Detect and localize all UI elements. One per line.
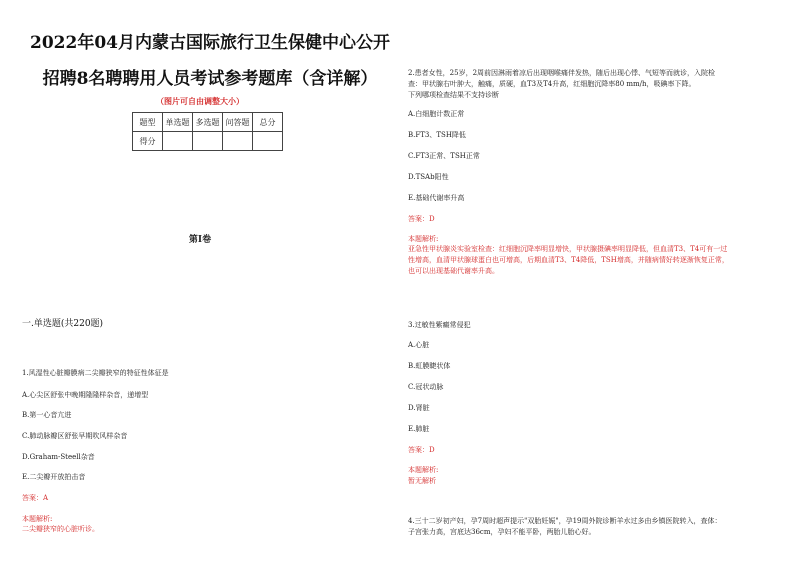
q2-option-b: B.FT3、TSH降低: [408, 131, 466, 139]
document-title-line-1: 2022年04月内蒙古国际旅行卫生保健中心公开: [30, 33, 390, 53]
q2-analysis-line-3: 也可以出现基础代谢率升高。: [408, 267, 499, 275]
q2-option-a: A.白细胞计数正常: [408, 110, 465, 118]
volume-heading: 第I卷: [188, 235, 212, 245]
score-table-score-row: [133, 132, 283, 151]
q2-stem-line-1: 2.患者女性，25岁，2周前因淋雨着凉后出现咽喉痛伴发热，随后出现心悸、气短等而就诊，入院检: [408, 69, 716, 77]
score-cell: [163, 132, 193, 151]
q2-analysis-label: 本题解析:: [408, 235, 439, 243]
score-table-header-row: [133, 113, 283, 132]
q3-option-c: C.冠状动脉: [408, 383, 444, 391]
q1-option-a: A.心尖区舒张中晚期隆隆样杂音，递增型: [22, 391, 149, 399]
q3-option-a: A.心脏: [408, 341, 430, 349]
q2-analysis-line-2: 性增高，血清甲状腺球蛋白也可增高，后期血清T3、T4降低，TSH增高，并随病情好转逐渐恢复正常，: [408, 256, 729, 264]
q1-analysis: 二尖瓣狭窄的心脏听诊。: [22, 525, 99, 533]
score-cell: [223, 132, 253, 151]
score-header-cell: 多选题: [193, 113, 223, 132]
score-cell: [193, 132, 223, 151]
q3-analysis: 暂无解析: [408, 477, 436, 485]
q2-analysis-line-1: 亚急性甲状腺炎实验室检查：红细胞沉降率明显增快，甲状腺摄碘率明显降低，但血清T3、T4可有一过: [408, 245, 728, 253]
image-resize-note: （图片可自由调整大小）: [156, 96, 244, 106]
score-cell: [253, 132, 283, 151]
q3-answer: 答案：D: [408, 446, 435, 454]
q3-stem: 3.过敏性紫癜常侵犯: [408, 321, 471, 329]
q2-stem-line-2: 查：甲状腺右叶肿大，触痛，质硬，血T3及T4升高，红细胞沉降率80 mm/h，吸碘率下降。: [408, 80, 696, 88]
score-header-cell: 题型: [133, 113, 163, 132]
score-row-label: 得分: [133, 132, 163, 151]
q4-stem-line-2: 子宫张力高，宫底达36cm，孕妇不能平卧，两胎儿胎心好。: [408, 528, 596, 536]
q3-option-d: D.肾脏: [408, 404, 430, 412]
q4-stem-line-1: 4.三十二岁初产妇，孕7周时超声提示"双胎妊娠"，孕19周外院诊断羊水过多由乡镇医院转入，查体：: [408, 517, 722, 525]
q1-option-d: D.Graham-Steell杂音: [22, 453, 95, 461]
q1-answer: 答案：A: [22, 494, 49, 502]
q3-option-b: B.虹膜睫状体: [408, 362, 451, 370]
q3-analysis-label: 本题解析:: [408, 466, 439, 474]
score-header-cell: 总分: [253, 113, 283, 132]
q3-option-e: E.肺脏: [408, 425, 430, 433]
q2-stem-line-3: 下列哪项检查结果不支持诊断: [408, 91, 499, 99]
q2-answer: 答案：D: [408, 215, 435, 223]
document-title-line-2: 招聘8名聘聘用人员考试参考题库（含详解）: [42, 69, 378, 89]
q2-option-c: C.FT3正常、TSH正常: [408, 152, 480, 160]
score-header-cell: 单选题: [163, 113, 193, 132]
section-heading: 一.单选题(共220题): [22, 319, 104, 329]
q1-analysis-label: 本题解析:: [22, 515, 53, 523]
q1-option-e: E.二尖瓣开放拍击音: [22, 473, 86, 481]
q1-option-c: C.肺动脉瓣区舒张早期吹风样杂音: [22, 432, 128, 440]
q2-option-e: E.基础代谢率升高: [408, 194, 465, 202]
q1-option-b: B.第一心音亢进: [22, 411, 72, 419]
score-table: [132, 112, 283, 151]
q2-option-d: D.TSAb阳性: [408, 173, 449, 181]
score-header-cell: 问答题: [223, 113, 253, 132]
q1-stem: 1.风湿性心脏瓣膜病二尖瓣狭窄的特征性体征是: [22, 369, 169, 377]
